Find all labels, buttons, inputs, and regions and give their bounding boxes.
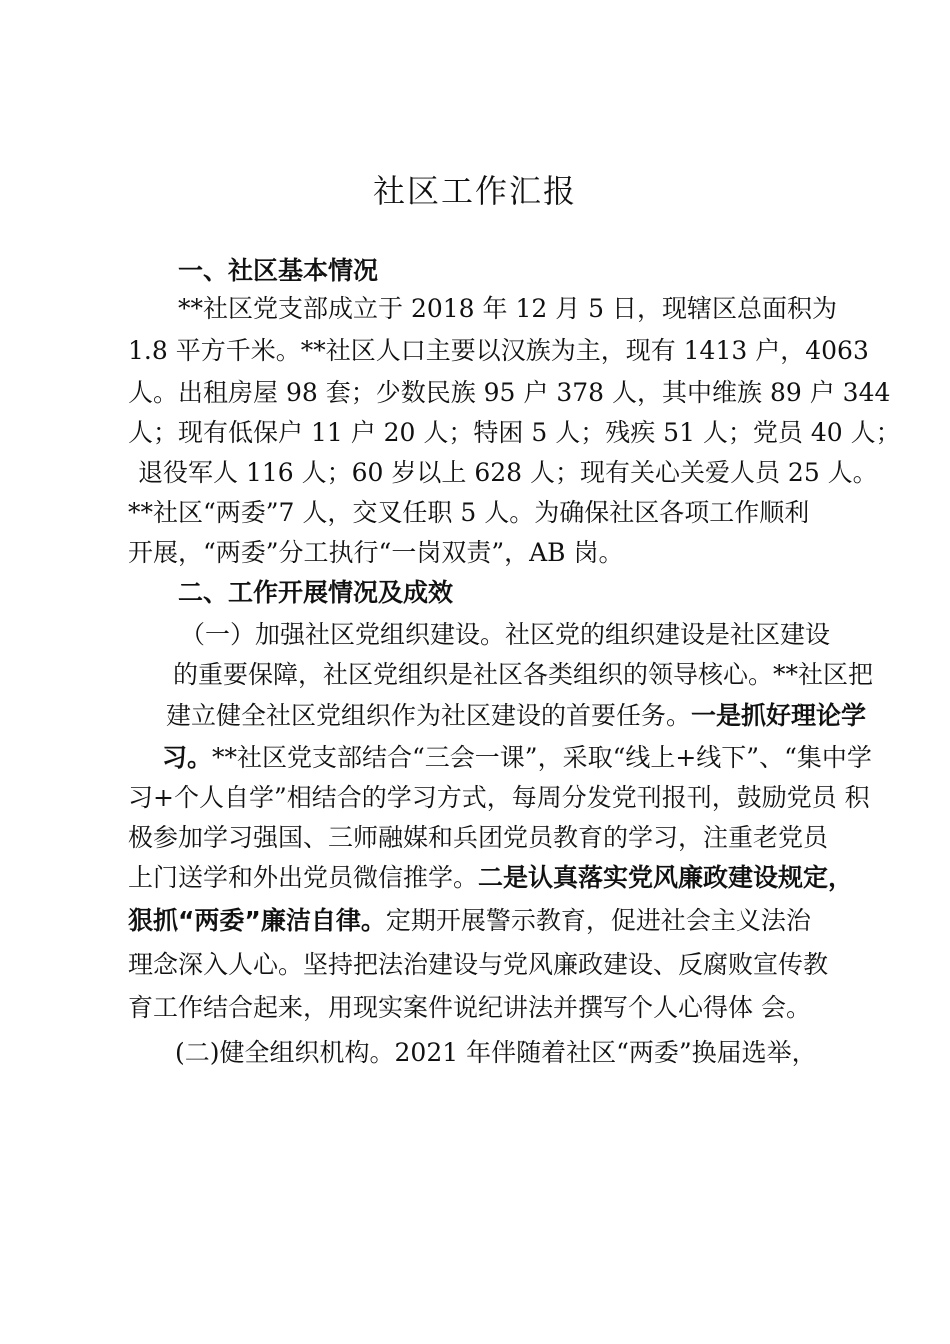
section-heading-2: 二、工作开展情况及成效 — [178, 578, 454, 607]
emphasis-text: 一是抓好理论学 — [691, 701, 867, 730]
paragraph-line: (二)健全组织机构。2021 年伴随着社区“两委”换届选举， — [175, 1038, 817, 1067]
paragraph-line: 退役军人 116 人；60 岁以上 628 人；现有关心关爱人员 25 人。 — [138, 458, 878, 487]
paragraph-line — [128, 908, 811, 933]
paragraph-line: **社区“两委”7 人，交叉任职 5 人。为确保社区各项工作顺利 — [128, 498, 810, 527]
paragraph-line: 的重要保障，社区党组织是社区各类组织的领导核心。**社区把 — [173, 660, 874, 689]
document-title: 社区工作汇报 — [372, 172, 577, 210]
paragraph-line: 人；现有低保户 11 户 20 人；特困 5 人；残疾 51 人；党员 40 人； — [128, 418, 901, 447]
paragraph-text: 定期开展警示教育，促进社会主义法治 — [385, 906, 811, 935]
paragraph-line — [166, 703, 866, 728]
paragraph-line: 育工作结合起来，用现实案件说纪讲法并撰写个人心得体 会。 — [128, 993, 811, 1022]
paragraph-line: 开展，“两委”分工执行“一岗双责”，AB 岗。 — [128, 538, 624, 567]
paragraph-line: 理念深入人心。坚持把法治建设与党风廉政建设、反腐败宣传教 — [128, 950, 829, 979]
paragraph-line — [162, 745, 872, 770]
paragraph-line: （一）加强社区党组织建设。社区党的组织建设是社区建设 — [180, 620, 831, 649]
emphasis-text: 二是认真落实党风廉政建设规定， — [478, 863, 854, 892]
emphasis-text: 狠抓“两委”廉洁自律。 — [128, 906, 386, 935]
paragraph-line: 人。出租房屋 98 套；少数民族 95 户 378 人，其中维族 89 户 344 — [128, 378, 891, 407]
paragraph-line: 习+个人自学”相结合的学习方式，每周分发党刊报刊，鼓励党员 积 — [128, 783, 870, 812]
paragraph-line — [128, 865, 853, 890]
paragraph-line: 1.8 平方千米。**社区人口主要以汉族为主，现有 1413 户，4063 — [128, 336, 869, 365]
paragraph-line: 极参加学习强国、三师融媒和兵团党员教育的学习，注重老党员 — [128, 823, 829, 852]
paragraph-text: **社区党支部结合“三会一课”，采取“线上+线下”、“集中学 — [212, 743, 872, 772]
paragraph-line: **社区党支部成立于 2018 年 12 月 5 日，现辖区总面积为 — [178, 294, 838, 323]
section-heading-1: 一、社区基本情况 — [178, 256, 379, 285]
emphasis-text: 习。 — [162, 743, 213, 772]
paragraph-text: 建立健全社区党组织作为社区建设的首要任务。 — [166, 701, 692, 730]
paragraph-text: 上门送学和外出党员微信推学。 — [128, 863, 479, 892]
